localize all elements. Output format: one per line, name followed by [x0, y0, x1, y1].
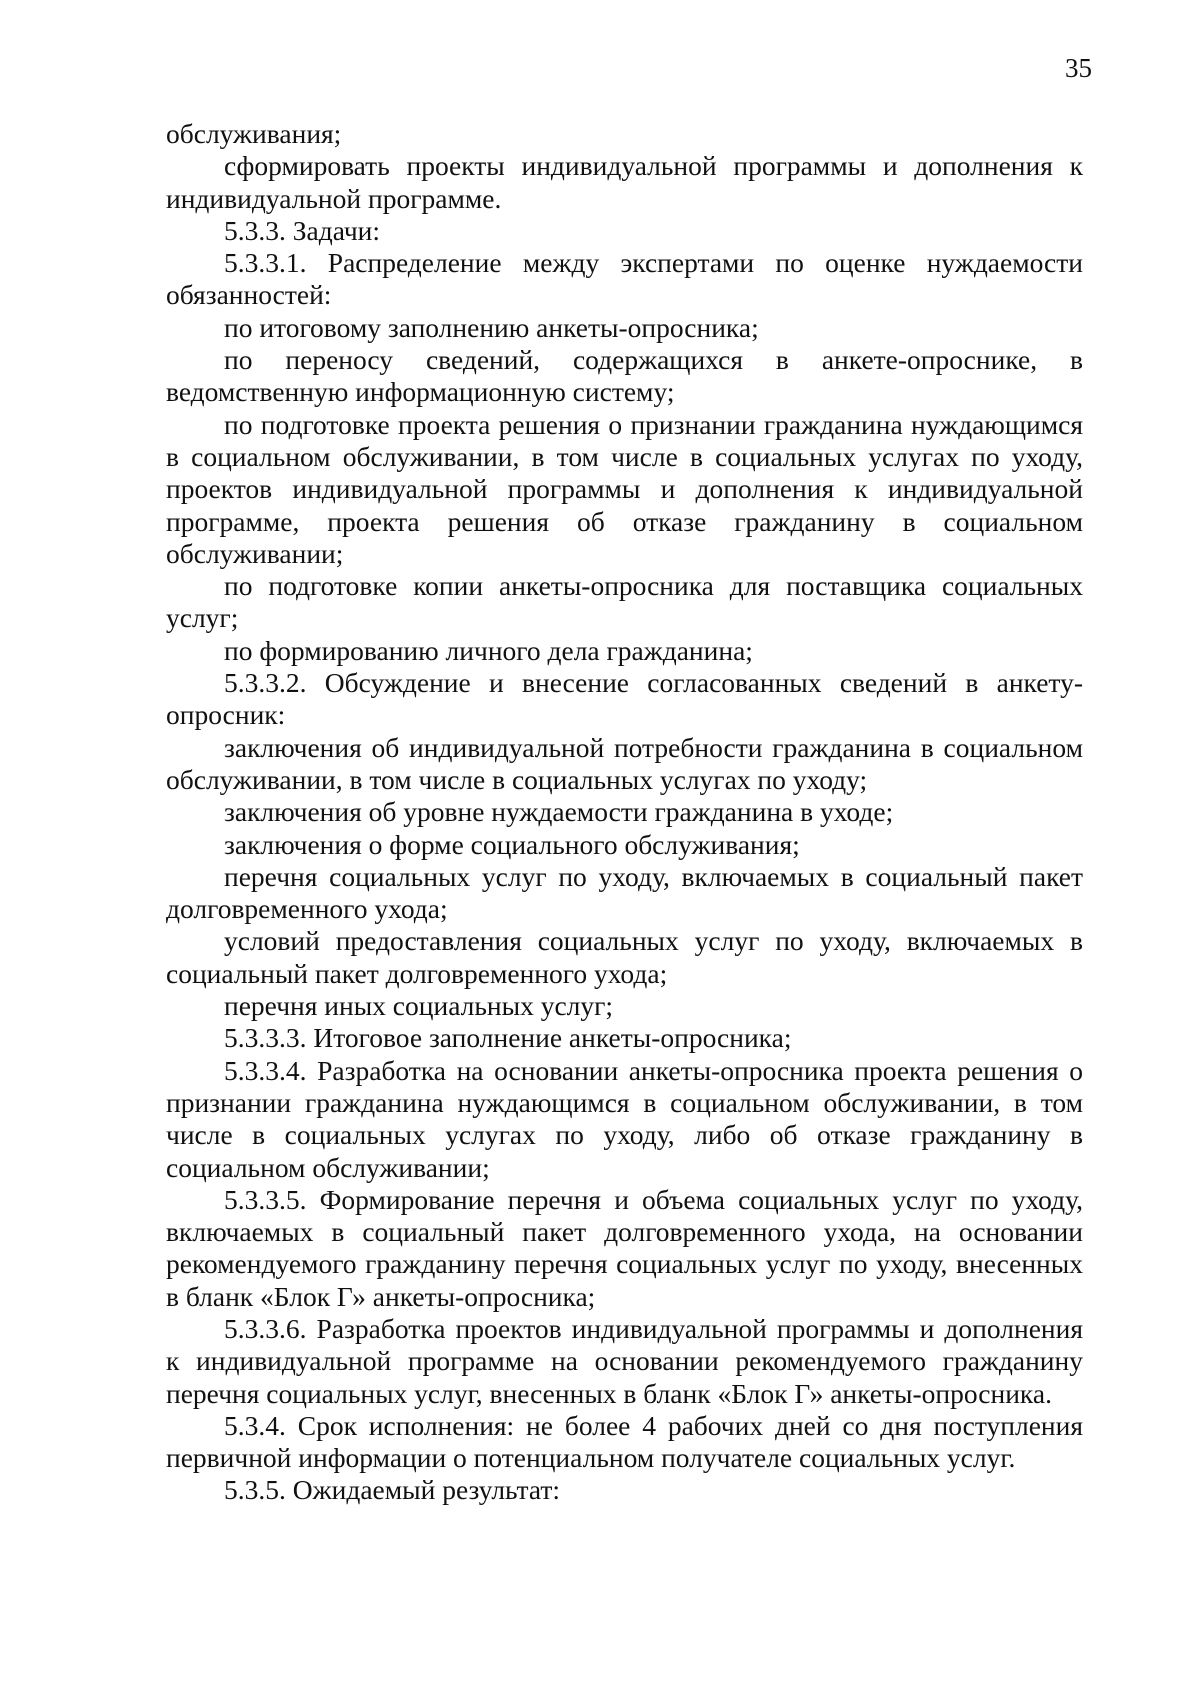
- paragraph-5-3-3-4: 5.3.3.4. Разработка на основании анкеты-опросника проекта решения о признании гражданина нуждающимся в социальном обслуживании, в том числе в социальных услугах по уходу, либо об отказе гражданину в социальном обслуживании;: [166, 1054, 1083, 1183]
- paragraph-5-3-3-1: 5.3.3.1. Распределение между экспертами по оценке нуждаемости обязанностей:: [166, 247, 1083, 311]
- list-item: по переносу сведений, содержащихся в анкете-опроснике, в ведомственную информационную систему;: [166, 344, 1083, 408]
- section-heading-5-3-3: 5.3.3. Задачи:: [224, 214, 381, 246]
- paragraph: сформировать проекты индивидуальной программы и дополнения к индивидуальной программе.: [166, 150, 1083, 214]
- list-item: по подготовке проекта решения о признании гражданина нуждающимся в социальном обслуживании, в том числе в социальных услугах по уходу, проектов индивидуальной программы и дополнения к индивидуальной программе, проекта решения об отказе гражданину в социальном обслуживании;: [166, 408, 1083, 569]
- paragraph-5-3-4: 5.3.4. Срок исполнения: не более 4 рабочих дней со дня поступления первичной информации о потенциальном получателе социальных услуг.: [166, 1409, 1083, 1474]
- list-item: условий предоставления социальных услуг по уходу, включаемых в социальный пакет долговременного ухода;: [166, 925, 1083, 989]
- list-item: заключения об уровне нуждаемости гражданина в уходе;: [224, 796, 894, 828]
- list-item: перечня социальных услуг по уходу, включаемых в социальный пакет долговременного ухода;: [166, 860, 1083, 925]
- list-item: заключения об индивидуальной потребности гражданина в социальном обслуживании, в том числе в социальных услугах по уходу;: [166, 731, 1083, 795]
- paragraph-5-3-3-5: 5.3.3.5. Формирование перечня и объема социальных услуг по уходу, включаемых в социальный пакет долговременного ухода, на основании рекомендуемого гражданину перечня социальных услуг по уходу, внесенных в бланк «Блок Г» анкеты-опросника;: [166, 1183, 1083, 1312]
- list-item: по итоговому заполнению анкеты-опросника;: [224, 311, 759, 343]
- list-item: по формированию личного дела гражданина;: [224, 634, 753, 666]
- paragraph-5-3-3-3: 5.3.3.3. Итоговое заполнение анкеты-опросника;: [224, 1022, 792, 1054]
- paragraph-continuation: обслуживания;: [166, 118, 342, 149]
- paragraph-5-3-3-2: 5.3.3.2. Обсуждение и внесение согласованных сведений в анкету-опросник:: [166, 667, 1083, 731]
- list-item: по подготовке копии анкеты-опросника для поставщика социальных услуг;: [166, 570, 1083, 634]
- paragraph-5-3-5: 5.3.5. Ожидаемый результат:: [224, 1474, 561, 1506]
- page-number: 35: [1065, 53, 1092, 83]
- list-item: перечня иных социальных услуг;: [224, 990, 614, 1022]
- document-body: [166, 118, 1083, 1507]
- list-item: заключения о форме социального обслуживания;: [224, 828, 800, 860]
- paragraph-5-3-3-6: 5.3.3.6. Разработка проектов индивидуальной программы и дополнения к индивидуальной программе на основании рекомендуемого гражданину перечня социальных услуг, внесенных в бланк «Блок Г» анкеты-опросника.: [166, 1312, 1083, 1409]
